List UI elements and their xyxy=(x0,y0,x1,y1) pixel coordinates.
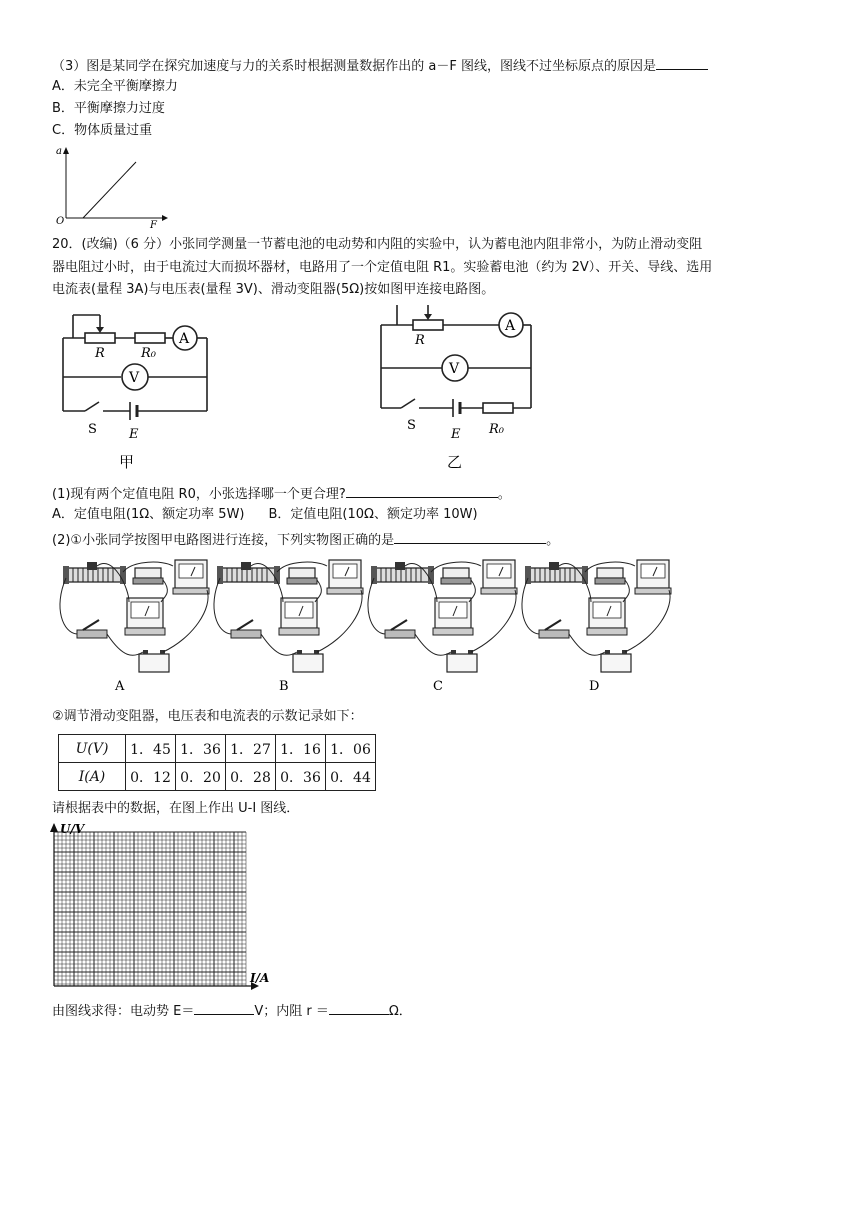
answer-blank-r[interactable] xyxy=(329,1000,389,1015)
q20-intro-3: 电流表(量程 3A)与电压表(量程 3V)、滑动变阻器(5Ω)按如图甲连接电路图。 xyxy=(52,282,495,297)
figure-label-c: C xyxy=(433,679,443,694)
q3-option-a: A．未完全平衡摩擦力 xyxy=(52,79,178,94)
r0-label: R₀ xyxy=(141,346,156,361)
voltmeter-label: V xyxy=(129,370,140,386)
table-cell: 0．44 xyxy=(326,763,376,791)
switch-label: S xyxy=(88,422,97,437)
ammeter-label: A xyxy=(179,331,190,347)
circuit-diagram-jia xyxy=(55,305,220,475)
grid-y-label: U/V xyxy=(60,822,85,836)
table-cell: 1．36 xyxy=(176,735,226,763)
voltmeter-label: V xyxy=(449,361,460,377)
graph-x-label: F xyxy=(150,220,157,228)
battery-label: E xyxy=(129,427,139,442)
circuit-diagram-yi xyxy=(373,305,548,475)
answer-blank-e[interactable] xyxy=(194,1000,254,1015)
switch-label: S xyxy=(407,418,416,433)
q3-option-c: C．物体质量过重 xyxy=(52,123,153,138)
table-cell: 0．36 xyxy=(276,763,326,791)
answer-blank[interactable] xyxy=(656,55,708,70)
q20-intro-2: 器电阻过小时，由于电流过大而损坏器材，电路用了一个定值电阻 R1。实验蓄电池（约为 2V）、开关、导线、选用 xyxy=(52,260,713,275)
rheostat-label: R xyxy=(415,333,425,348)
row-header-i: I(A) xyxy=(59,763,126,791)
ammeter-label: A xyxy=(505,318,516,334)
q20-result: 由图线求得：电动势 E＝ V；内阻 r ＝ Ω． xyxy=(52,1000,412,1021)
figure-label-a: A xyxy=(115,679,125,694)
grid-x-label: I/A xyxy=(250,971,270,985)
row-header-u: U(V) xyxy=(59,735,126,763)
graph-y-label: a xyxy=(56,146,62,157)
table-cell: 1．06 xyxy=(326,735,376,763)
r0-label: R₀ xyxy=(489,422,504,437)
a-f-graph xyxy=(50,142,170,228)
caption-yi: 乙 xyxy=(447,453,463,471)
table-cell: 0．28 xyxy=(226,763,276,791)
figure-label-b: B xyxy=(279,679,289,694)
table-cell: 0．12 xyxy=(126,763,176,791)
q20-part1-options: A．定值电阻(1Ω、额定功率 5W) B．定值电阻(10Ω、额定功率 10W) xyxy=(52,507,478,522)
caption-jia: 甲 xyxy=(119,453,135,471)
table-cell: 1．27 xyxy=(226,735,276,763)
q20-part3: ②调节滑动变阻器，电压表和电流表的示数记录如下： xyxy=(52,709,363,724)
table-cell: 0．20 xyxy=(176,763,226,791)
table-row xyxy=(59,735,376,763)
q20-part1: (1)现有两个定值电阻 R0，小张选择哪一个更合理? 。 xyxy=(52,483,511,504)
rheostat-label: R xyxy=(95,346,105,361)
q3-stem: （3）图是某同学在探究加速度与力的关系时根据测量数据作出的 a－F 图线，图线不过坐标原点的原因是 xyxy=(52,55,708,76)
table-row xyxy=(59,763,376,791)
data-table xyxy=(58,734,376,791)
q20-part4: 请根据表中的数据，在图上作出 U-I 图线． xyxy=(52,801,300,816)
answer-blank[interactable] xyxy=(394,529,546,544)
battery-label: E xyxy=(451,427,461,442)
table-cell: 1．45 xyxy=(126,735,176,763)
q20-intro-1: 20．(改编)（6 分）小张同学测量一节蓄电池的电动势和内阻的实验中，认为蓄电池内阻非常小，为防止滑动变阻 xyxy=(52,237,703,252)
graph-origin-label: O xyxy=(56,216,65,227)
table-cell: 1．16 xyxy=(276,735,326,763)
u-i-grid[interactable] xyxy=(46,820,286,995)
apparatus-figures xyxy=(55,558,695,698)
figure-label-d: D xyxy=(589,679,600,694)
q20-part2: (2)①小张同学按图甲电路图进行连接，下列实物图正确的是 。 xyxy=(52,529,559,550)
q3-option-b: B．平衡摩擦力过度 xyxy=(52,101,165,116)
answer-blank[interactable] xyxy=(346,483,498,498)
